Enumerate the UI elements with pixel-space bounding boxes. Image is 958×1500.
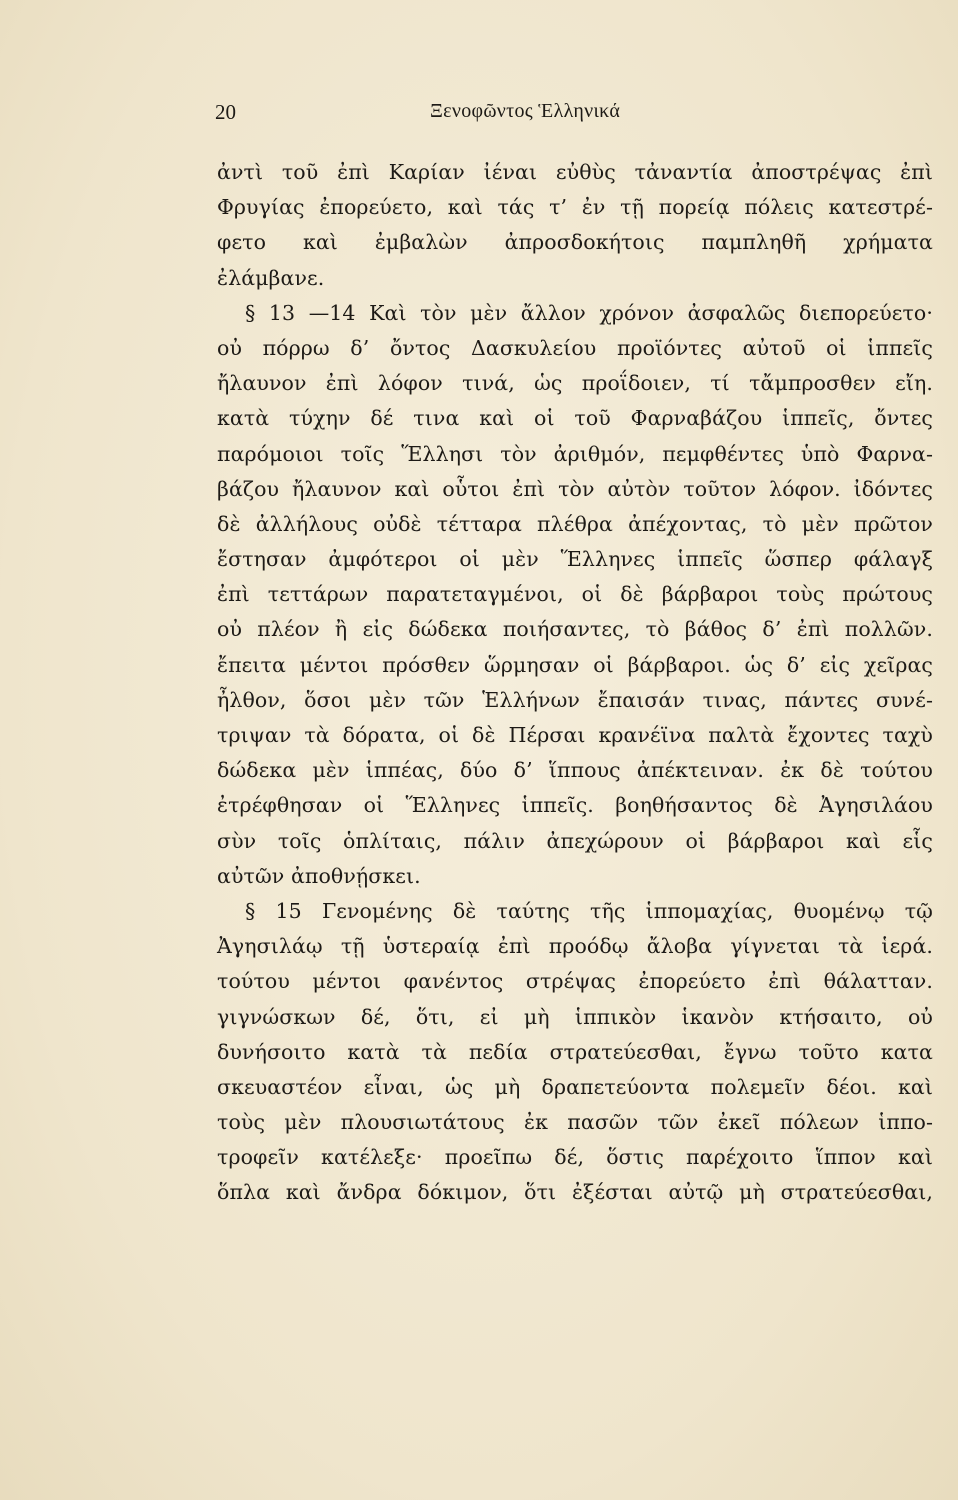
text-line: ὅπλα καὶ ἄνδρα δόκιμον, ὅτι ἐξέσται αὐτῷ μὴ στρατεύεσθαι, <box>217 1180 933 1205</box>
text-line: τροφεῖν κατέλεξε· προεῖπω δέ, ὅστις παρέχοιτο ἵππον καὶ <box>217 1145 933 1170</box>
text-line: βάζου ἤλαυνον καὶ οὗτοι ἐπὶ τὸν αὐτὸν τοῦτον λόφον. ἰδόντες <box>217 476 933 501</box>
text-line: ἦλθον, ὅσοι μὲν τῶν Ἑλλήνων ἔπαισάν τινας, πάντες συνέ- <box>217 687 933 712</box>
text-line: ἔστησαν ἀμφότεροι οἱ μὲν Ἕλληνες ἱππεῖς ὥσπερ φάλαγξ <box>217 547 933 572</box>
text-line: ἤλαυνον ἐπὶ λόφον τινά, ὡς προΐδοιεν, τί τἄμπροσθεν εἴη. <box>217 371 933 396</box>
text-line: τριψαν τὰ δόρατα, οἱ δὲ Πέρσαι κρανέϊνα παλτὰ ἔχοντες ταχὺ <box>217 723 933 747</box>
page-number: 20 <box>215 100 236 124</box>
text-line: παρόμοιοι τοῖς Ἕλλησι τὸν ἀριθμόν, πεμφθέντες ὑπὸ Φαρνα- <box>217 441 933 466</box>
text-line: σὺν τοῖς ὁπλίταις, πάλιν ἀπεχώρουν οἱ βάρβαροι καὶ εἷς <box>217 828 933 853</box>
text-line: τούτου μέντοι φανέντος στρέψας ἐπορεύετο ἐπὶ θάλατταν. <box>217 969 933 994</box>
text-line: δυνήσοιτο κατὰ τὰ πεδία στρατεύεσθαι, ἔγνω τοῦτο κατα <box>217 1039 933 1064</box>
text-line: αὐτῶν ἀποθνῄσκει. <box>217 863 421 888</box>
text-line: ἐλάμβανε. <box>217 265 325 290</box>
text-line: § 15 Γενομένης δὲ ταύτης τῆς ἱππομαχίας, θυομένῳ τῷ <box>245 898 933 923</box>
text-line: οὐ πλέον ἢ εἰς δώδεκα ποιήσαντες, τὸ βάθος δ’ ἐπὶ πολλῶν. <box>217 617 933 642</box>
text-line: Ἀγησιλάῳ τῇ ὑστεραίᾳ ἐπὶ προόδῳ ἄλοβα γίγνεται τὰ ἱερά. <box>217 934 933 959</box>
text-line: ἀντὶ τοῦ ἐπὶ Καρίαν ἰέναι εὐθὺς τἀναντία ἀποστρέψας ἐπὶ <box>217 160 933 184</box>
text-line: δώδεκα μὲν ἱππέας, δύο δ’ ἵππους ἀπέκτειναν. ἐκ δὲ τούτου <box>217 758 933 783</box>
running-title: Ξενοφῶντος Ἑλληνικά <box>430 100 621 122</box>
text-line: σκευαστέον εἶναι, ὡς μὴ δραπετεύοντα πολεμεῖν δέοι. καὶ <box>217 1074 933 1099</box>
text-line: Φρυγίας ἐπορεύετο, καὶ τάς τ’ ἐν τῇ πορείᾳ πόλεις κατεστρέ- <box>217 195 933 220</box>
text-line: γιγνώσκων δέ, ὅτι, εἰ μὴ ἱππικὸν ἱκανὸν κτήσαιτο, οὐ <box>217 1004 933 1029</box>
body-text <box>217 155 933 1211</box>
text-line: οὐ πόρρω δ’ ὄντος Δασκυλείου προϊόντες αὐτοῦ οἱ ἱππεῖς <box>217 335 933 360</box>
text-line: κατὰ τύχην δέ τινα καὶ οἱ τοῦ Φαρναβάζου ἱππεῖς, ὄντες <box>217 406 933 431</box>
text-line: ἔπειτα μέντοι πρόσθεν ὥρμησαν οἱ βάρβαροι. ὡς δ’ εἰς χεῖρας <box>217 652 933 677</box>
text-line: δὲ ἀλλήλους οὐδὲ τέτταρα πλέθρα ἀπέχοντας, τὸ μὲν πρῶτον <box>217 511 933 536</box>
text-line: ἐπὶ τεττάρων παρατεταγμένοι, οἱ δὲ βάρβαροι τοὺς πρώτους <box>217 582 933 607</box>
text-line: ἐτρέφθησαν οἱ Ἕλληνες ἱππεῖς. βοηθήσαντος δὲ Ἀγησιλάου <box>217 793 933 818</box>
running-head <box>215 100 735 130</box>
text-line: φετο καὶ ἐμβαλὼν ἀπροσδοκήτοις παμπληθῆ χρήματα <box>217 230 933 255</box>
text-line: τοὺς μὲν πλουσιωτάτους ἐκ πασῶν τῶν ἐκεῖ πόλεων ἱππο- <box>217 1110 933 1135</box>
text-line: § 13 —14 Καὶ τὸν μὲν ἄλλον χρόνον ἀσφαλῶς διεπορεύετο· <box>245 300 933 325</box>
